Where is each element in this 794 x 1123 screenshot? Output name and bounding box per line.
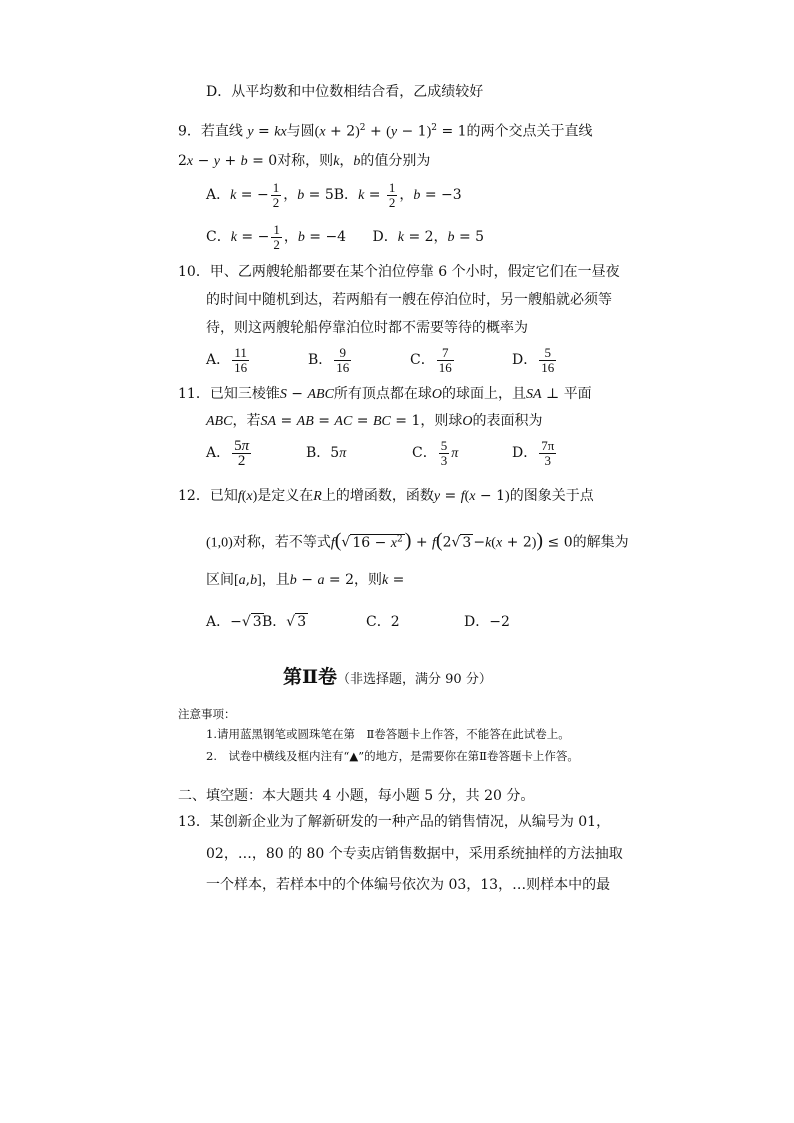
q13-line2: 02，…，80 的 80 个专卖店销售数据中，采用系统抽样的方法抽取 (206, 846, 623, 862)
q9-line1: 9．若直线 y = kx与圆$(x + 2)^2 + (y - 1)^2 = 1$的两个交点关于直线 (178, 123, 593, 140)
note-1: 1.请用蓝黑钢笔或圆珠笔在第 Ⅱ卷答题卡上作答，不能答在此试卷上。 (206, 727, 570, 741)
q10-line2: 的时间中随机到达，若两船有一艘在停泊位时，另一艘船就必须等 (206, 292, 612, 308)
section-2-title: 第Ⅱ卷 (283, 666, 338, 688)
section-2-subtitle: （非选择题，满分 90 分） (337, 672, 492, 687)
q9-option-d: D．k = 2，b = 5 (372, 229, 485, 245)
q13-line1: 13．某创新企业为了解新研发的一种产品的销售情况，从编号为 01， (178, 814, 611, 830)
q9-option-c: C．k = − $\frac{1}{2}$ ，b = −4 (206, 221, 347, 252)
q9-options-cd (206, 222, 484, 253)
q8-option-d: D．从平均数和中位数相结合看，乙成绩较好 (206, 84, 484, 100)
q10-option-c: C． $\frac{7}{16}$ (410, 344, 452, 375)
q11-option-a: A． $\frac{5\pi}{2}$ (206, 437, 250, 469)
section-2-heading (283, 664, 492, 693)
q10-option-b: B． $\frac{9}{16}$ (308, 344, 350, 375)
notes-label: 注意事项： (178, 707, 236, 721)
part-2-heading: 二、填空题：本大题共 4 小题，每小题 5 分，共 20 分。 (178, 788, 535, 804)
q9-option-b: B．k = $\frac{1}{2}$ ，b = −3 (333, 179, 462, 210)
q12-option-a: A．−√ 3 (206, 614, 262, 630)
q10-line1: 10．甲、乙两艘轮船都要在某个泊位停靠 6 个小时，假定它们在一昼夜 (178, 264, 620, 280)
q11-option-c: C． $\frac{5}{3}$ π (412, 437, 459, 468)
q9-option-a: A．k = − $\frac{1}{2}$ ，b = 5 (206, 179, 334, 210)
q12-line2: (1,0)对称，若不等式f(√ $16 - x^2$ ) + f(2√ 3 −k(x + 2)) ≤ 0的解集为 (206, 529, 629, 552)
q12-option-b: B．√ 3 (262, 614, 307, 630)
q12-options (206, 612, 510, 632)
q9-options-ab (206, 180, 462, 211)
q10-option-a: A． $\frac{11}{16}$ (206, 344, 248, 375)
q9-line2: 2x − y + b = 0对称，则k，b的值分别为 (178, 153, 431, 169)
note-2: 2. 试卷中横线及框内注有“▲”的地方，是需要你在第Ⅱ卷答题卡上作答。 (206, 749, 579, 763)
q11-line2: ABC，若SA = AB = AC = BC = 1，则球O的表面积为 (206, 413, 543, 429)
q12-option-d: D．−2 (464, 614, 510, 630)
q11-line1: 11．已知三棱锥S − ABC所有顶点都在球O的球面上，且SA ⊥ 平面 (178, 386, 592, 402)
q9-number: 9．若直线 (178, 123, 243, 140)
q11-option-d: D． $\frac{7\pi}{3}$ (512, 437, 555, 468)
q10-option-d: D． $\frac{5}{16}$ (512, 344, 555, 375)
q12-line1: 12．已知f(x)是定义在R上的增函数，函数y = f(x − 1)的图象关于点 (178, 488, 594, 504)
q12-option-c: C．2 (366, 614, 400, 630)
q10-options (206, 344, 558, 376)
q11-option-b: B．5π (306, 445, 347, 461)
q13-line3: 一个样本，若样本中的个体编号依次为 03，13，…则样本中的最 (206, 877, 611, 893)
q10-line3: 待，则这两艘轮船停靠泊位时都不需要等待的概率为 (206, 320, 528, 336)
q11-options (206, 436, 558, 471)
q12-line3: 区间[a,b]，且b − a = 2，则k = (206, 572, 405, 588)
